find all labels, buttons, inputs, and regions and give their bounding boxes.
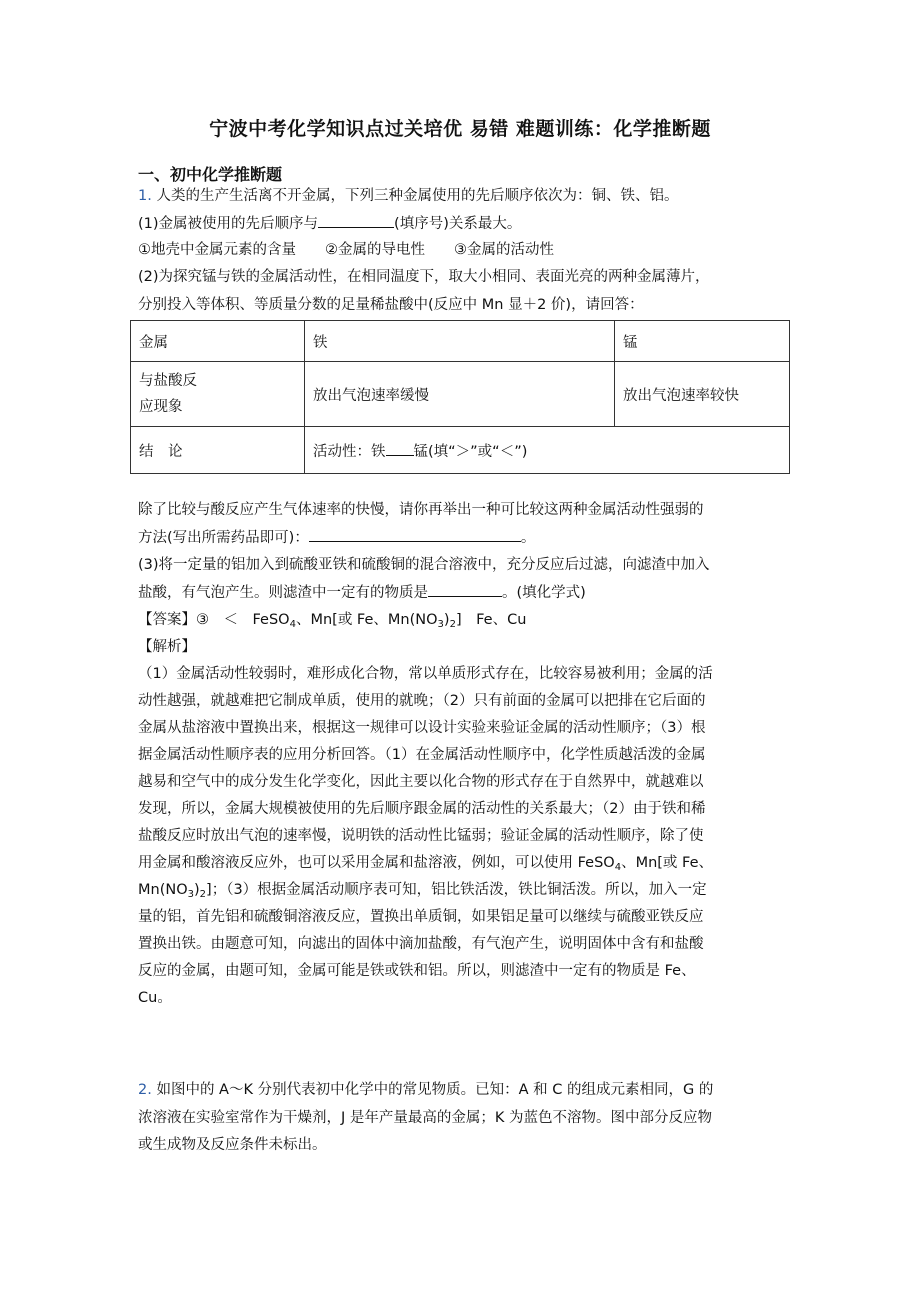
explanation-text: 、Mn[或 Fe、 [621,855,714,871]
table-cell: 放出气泡速率较快 [615,362,790,427]
explanation-line: 置换出铁。由题意可知，向滤出的固体中滴加盐酸，有气泡产生，说明固体中含有和盐酸 [138,936,704,952]
explanation-line: 反应的金属，由题可知，金属可能是铁或铁和铝。所以，则滤渣中一定有的物质是 Fe、 [138,963,696,979]
table-header-cell: 金属 [131,321,305,362]
explanation-line: 金属从盐溶液中置换出来，根据这一规律可以设计实验来验证金属的活动性顺序；（3）根 [138,720,706,736]
explanation-line: 量的铝，首先铝和硫酸铜溶液反应，置换出单质铜，如果铝足量可以继续与硫酸亚铁反应 [138,909,704,925]
table-header-cell: 锰 [615,321,790,362]
q1-part3-text: 盐酸，有气泡产生。则滤渣中一定有的物质是 [138,585,428,601]
explanation-text: Mn(NO [138,882,188,898]
explanation-line: 越易和空气中的成分发生化学变化，因此主要以化合物的形式存在于自然界中，就越难以 [138,774,704,790]
table-header-cell: 铁 [305,321,615,362]
subscript: 4 [614,862,622,873]
q1-part2-line2: 分别投入等体积、等质量分数的足量稀盐酸中(反应中 Mn 显＋2 价)，请回答： [138,297,644,313]
q1-method-line2 [138,527,535,548]
explanation-line: 动性越强，就越难把它制成单质，使用的就晚；（2）只有前面的金属可以把排在它后面的 [138,693,706,709]
q1-method-text: 方法(写出所需药品即可)： [138,530,309,546]
subscript: 2 [449,619,456,630]
table-cell [131,362,305,427]
table-row [131,321,790,362]
q1-part1-line [138,213,521,234]
q1-part2-line1: (2)为探究锰与铁的金属活动性，在相同温度下，取大小相同、表面光亮的两种金属薄片， [138,269,710,285]
answer-text: ) [443,612,450,628]
question-number: 1. [138,188,152,204]
explanation-line: （1）金属活动性较弱时，难形成化合物，常以单质形式存在，比较容易被利用；金属的活 [138,666,713,682]
question-number: 2. [138,1082,152,1098]
answer-blank [386,441,414,456]
q1-stem-line [138,186,678,206]
q1-method-end: 。 [520,530,536,546]
subscript: 3 [187,889,194,900]
subscript: 4 [289,619,296,630]
q2-line2: 浓溶液在实验室常作为干燥剂，J 是年产量最高的金属；K 为蓝色不溶物。图中部分反应物 [138,1110,712,1126]
table-row [131,362,790,427]
q2-text: 如图中的 A～K 分别代表初中化学中的常见物质。已知：A 和 C 的组成元素相同，G 的 [156,1082,714,1098]
answer-text: 、Mn[或 Fe、Mn(NO [295,612,438,628]
cell-text: 与盐酸反 [139,373,197,389]
q1-method-line1: 除了比较与酸反应产生气体速率的快慢，请你再举出一种可比较这两种金属活动性强弱的 [138,502,704,518]
q1-stem: 人类的生产生活离不开金属，下列三种金属使用的先后顺序依次为：铜、铁、铝。 [156,188,679,204]
answer-text: ] Fe、Cu [455,612,527,628]
explanation-line [138,880,707,900]
explanation-line: 据金属活动性顺序表的应用分析回答。（1）在金属活动性顺序中，化学性质越活泼的金属 [138,747,706,763]
explanation-line: Cu。 [138,990,172,1006]
answer-blank [309,527,521,542]
table-cell: 结 论 [131,427,305,474]
explanation-line: 发现，所以，金属大规模被使用的先后顺序跟金属的活动性的关系最大；（2）由于铁和稀 [138,801,706,817]
q1-options: ①地壳中金属元素的含量 ②金属的导电性 ③金属的活动性 [138,242,554,258]
subscript: 2 [199,889,207,900]
explanation-text: 用金属和酸溶液反应外，也可以采用金属和盐溶液，例如，可以使用 FeSO [138,855,615,871]
cell-text: 活动性：铁 [313,443,386,460]
section-heading: 一、初中化学推断题 [138,165,283,184]
page-title: 宁波中考化学知识点过关培优 易错 难题训练：化学推断题 [209,118,711,140]
explanation-text: ) [194,882,200,898]
cell-text: 应现象 [139,399,183,415]
q2-line1 [138,1080,713,1100]
answer-blank [428,582,502,597]
subscript: 3 [437,619,444,630]
explanation-line [138,853,713,873]
answer-blank [318,213,394,228]
table-cell: 放出气泡速率缓慢 [305,362,615,427]
cell-text: 锰(填“＞”或“＜”) [413,443,528,460]
q2-line3: 或生成物及反应条件未标出。 [138,1137,327,1153]
q1-part1-text-end: (填序号)关系最大。 [394,216,522,232]
analysis-label: 【解析】 [138,639,196,655]
q1-part3-line1: (3)将一定量的铝加入到硫酸亚铁和硫酸铜的混合溶液中，充分反应后过滤，向滤渣中加入 [138,557,710,573]
q1-part3-end: 。(填化学式) [502,585,586,601]
table-cell [305,427,790,474]
answer-text: 【答案】③ ＜ FeSO [138,612,290,628]
explanation-line: 盐酸反应时放出气泡的速率慢，说明铁的活动性比锰弱；验证金属的活动性顺序，除了使 [138,828,704,844]
q1-part3-line2 [138,582,586,603]
table-row [131,427,790,474]
explanation-text: ]；（3）根据金属活动顺序表可知，铝比铁活泼，铁比铜活泼。所以，加入一定 [206,882,707,898]
answer-line [138,610,526,630]
comparison-table [130,320,790,474]
q1-part1-text: (1)金属被使用的先后顺序与 [138,216,319,232]
